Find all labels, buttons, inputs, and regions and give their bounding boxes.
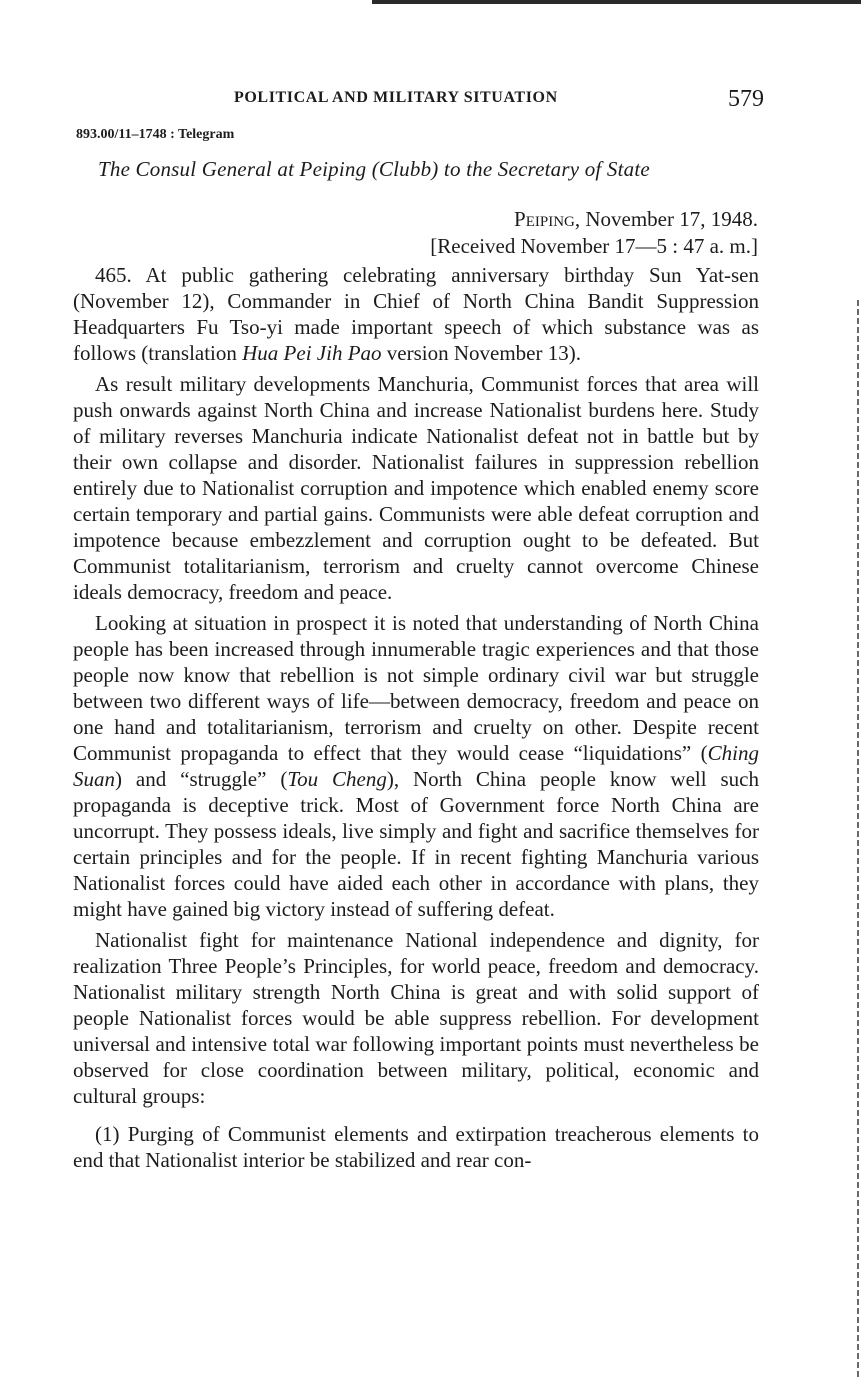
newspaper-title: Hua Pei Jih Pao bbox=[242, 341, 382, 365]
paragraph-3-text-b: ) and “struggle” ( bbox=[115, 767, 288, 791]
paragraph-3-text-c: ), North China people know well such propaganda is deceptive trick. Most of Government force North China are uncorrupt. They possess ideals, live simply and fight and sacrifice themselves for certain principles and for the people. If in recent fighting Manchuria various Nationalist forces could have aided each other in accordance with plans, they might have gained big victory instead of suffering defeat. bbox=[73, 767, 759, 921]
paragraph-1 bbox=[73, 262, 759, 366]
document-title: The Consul General at Peiping (Clubb) to the Secretary of State bbox=[98, 157, 650, 181]
term-tou-cheng: Tou Cheng bbox=[287, 767, 387, 791]
top-edge-rule bbox=[372, 0, 861, 4]
paragraph-3-text-a: Looking at situation in prospect it is noted that understanding of North China people has been increased through innumerable tragic experiences and that those people now know that rebellion is not simple ordinary civil war but struggle between two different ways of life—between democracy, freedom and peace on one hand and totalitarianism, terrorism and cruelty on other. Despite recent Communist propaganda to effect that they would cease “liquidations” ( bbox=[73, 611, 759, 765]
received-note: [Received November 17—5 : 47 a. m.] bbox=[430, 234, 758, 258]
term-ching-suan: Ching Suan bbox=[73, 741, 759, 791]
paragraph-1-text-end: version November 13). bbox=[381, 341, 581, 365]
file-reference: 893.00/11–1748 : Telegram bbox=[76, 127, 235, 142]
place-name: Peiping, bbox=[514, 207, 581, 231]
date-line bbox=[430, 206, 758, 233]
paragraph-3 bbox=[73, 610, 759, 922]
page-number: 579 bbox=[728, 86, 764, 112]
paragraph-4: Nationalist fight for maintenance National independence and dignity, for realization Three People’s Principles, for world peace, freedom and democracy. Nationalist military strength North China is great and with solid support of people Nationalist forces would be able suppress rebellion. For development universal and intensive total war following important points must nevertheless be observed for close coordination between military, political, economic and cultural groups: bbox=[73, 928, 759, 1108]
paragraph-5: (1) Purging of Communist elements and extirpation treacherous elements to end that Nationalist interior be stabilized and rear con- bbox=[73, 1122, 759, 1172]
paragraph-1-text: 465. At public gathering celebrating anniversary birthday Sun Yat-sen (November 12), Commander in Chief of North China Bandit Suppression Headquarters Fu Tso-yi made important speech of which substance was as follows (translation bbox=[73, 263, 759, 365]
dateline bbox=[430, 206, 758, 260]
page-edge-shadow bbox=[857, 300, 859, 1380]
running-head bbox=[74, 86, 764, 116]
paragraph-2: As result military developments Manchuria, Communist forces that area will push onwards against North China and increase Nationalist burdens here. Study of military reverses Manchuria indicate Nationalist defeat not in battle but by their own collapse and disorder. Nationalist failures in suppression rebellion entirely due to Nationalist corruption and impotence which enabled enemy score certain temporary and partial gains. Communists were able defeat corruption and impotence because embezzlement and corruption ought to be defeated. But Communist totalitarianism, terrorism and cruelty cannot overcome Chinese ideals democracy, freedom and peace. bbox=[73, 372, 759, 604]
telegram-body bbox=[73, 262, 759, 1173]
running-title: POLITICAL AND MILITARY SITUATION bbox=[234, 89, 558, 106]
date: November 17, 1948. bbox=[585, 207, 758, 231]
